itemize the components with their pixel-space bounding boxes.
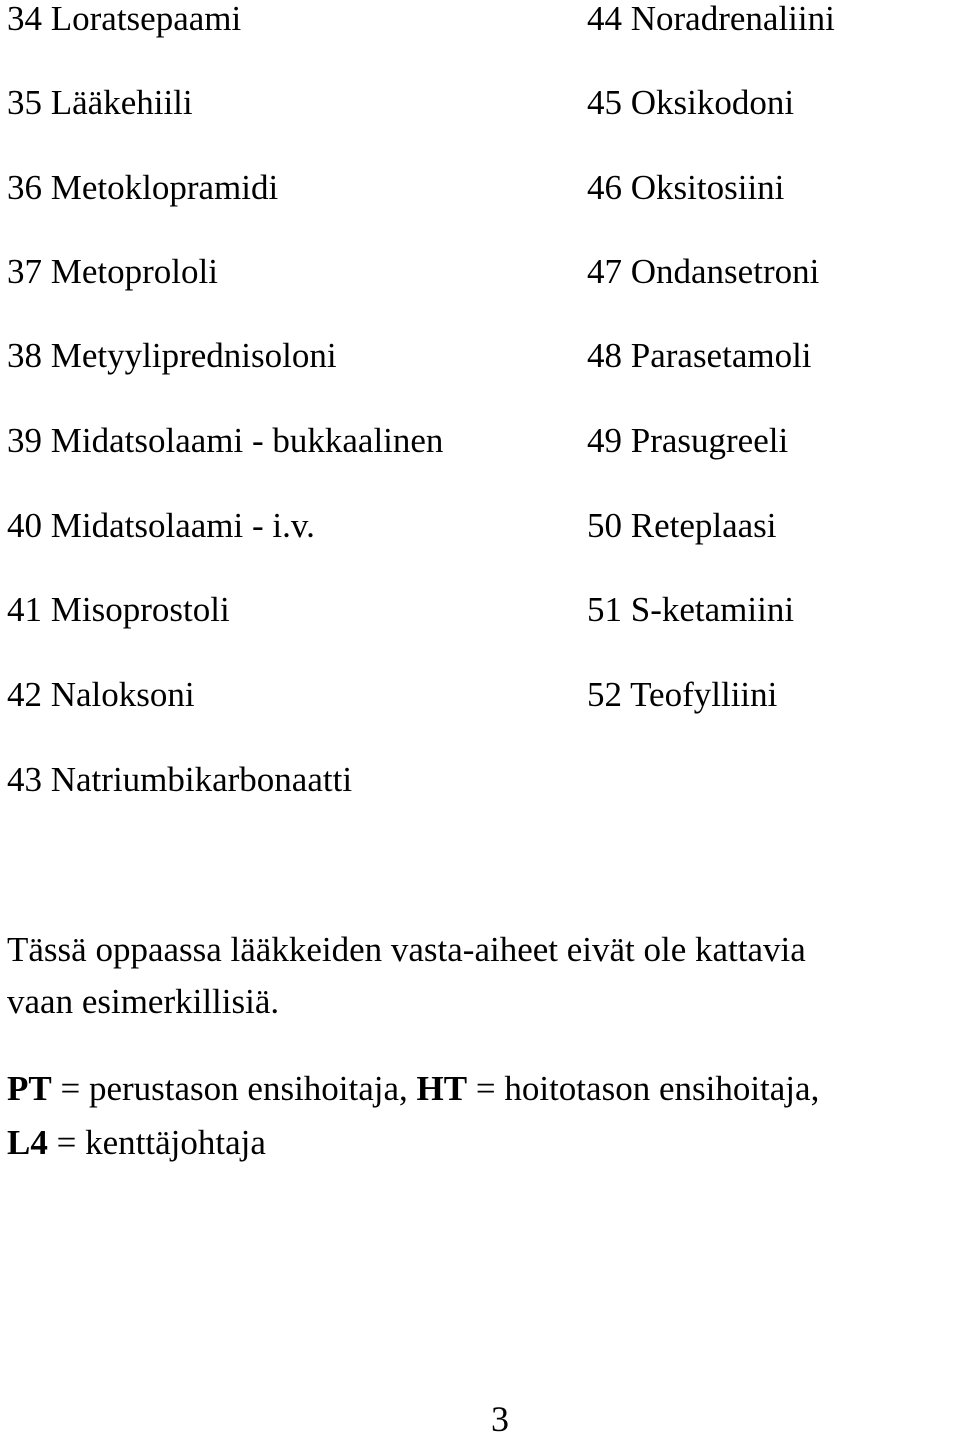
list-item: 48 Parasetamoli: [587, 336, 812, 375]
abbreviation-line-2: [7, 1116, 266, 1170]
abbr-l4-definition: = kenttäjohtaja: [47, 1123, 266, 1162]
abbr-pt-definition: = perustason ensihoitaja,: [51, 1069, 417, 1108]
abbr-l4: L4: [7, 1123, 48, 1162]
abbr-ht: HT: [416, 1069, 468, 1108]
list-item: 38 Metyyliprednisoloni: [7, 336, 337, 375]
abbr-pt: PT: [7, 1069, 52, 1108]
list-item: 49 Prasugreeli: [587, 421, 789, 460]
list-item: 34 Loratsepaami: [7, 0, 242, 38]
disclaimer-line-2: vaan esimerkillisiä.: [7, 982, 280, 1021]
abbreviation-line-1: [7, 1062, 819, 1116]
list-item: 51 S-ketamiini: [587, 590, 795, 629]
list-item: 39 Midatsolaami - bukkaalinen: [7, 421, 444, 460]
list-item: 47 Ondansetroni: [587, 252, 820, 291]
list-item: 36 Metoklopramidi: [7, 168, 279, 207]
list-item: 52 Teofylliini: [587, 675, 778, 714]
list-item: 46 Oksitosiini: [587, 168, 785, 207]
list-item: 37 Metoprololi: [7, 252, 218, 291]
abbr-ht-definition: = hoitotason ensihoitaja,: [467, 1069, 820, 1108]
list-item: 35 Lääkehiili: [7, 83, 193, 122]
list-item: 44 Noradrenaliini: [587, 0, 835, 38]
page-number: 3: [491, 1399, 509, 1439]
list-item: 43 Natriumbikarbonaatti: [7, 760, 353, 799]
list-item: 45 Oksikodoni: [587, 83, 795, 122]
list-item: 50 Reteplaasi: [587, 506, 777, 545]
disclaimer-line-1: Tässä oppaassa lääkkeiden vasta-aiheet eivät ole kattavia: [7, 930, 806, 969]
list-item: 42 Naloksoni: [7, 675, 195, 714]
list-item: 40 Midatsolaami - i.v.: [7, 506, 315, 545]
list-item: 41 Misoprostoli: [7, 590, 230, 629]
